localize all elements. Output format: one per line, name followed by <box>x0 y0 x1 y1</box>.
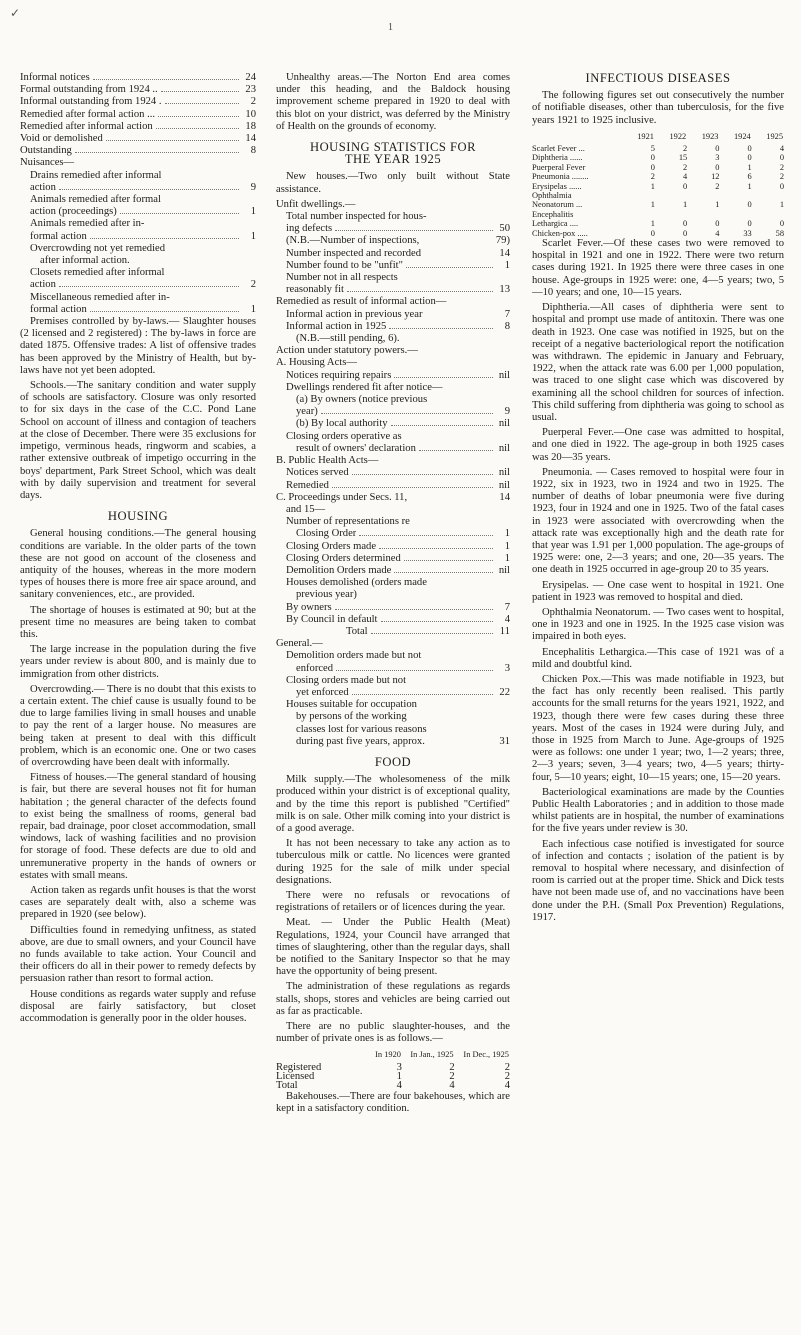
misc-item: Miscellaneous remedied after in- formal action 1 <box>30 291 256 315</box>
diphtheria-paragraph: Diphtheria.—All cases of diphtheria were sent to hospital and prompt use made of antitoxin. There was one death in 1923. One case was notified in 1925, but on the receipt of a negative bacteriological report the notification was withdrawn. The epidemic in January and February, 1922, when the attack rate was 6.00 per 1,000 population, was traced to one slight case which was discovered by examining all the school children for sources of infection. This child suffering from diphtheria was going to school as usual. <box>532 302 784 423</box>
table-row: Pneumonia ........ 2 4 12 6 2 <box>532 172 784 182</box>
table-header: 1922 <box>669 131 687 141</box>
housing-paragraph: Fitness of houses.—The general standard of housing is fair, but there are several houses not fit for human habitation ; the general character of the defects found to exist being the smallness of rooms, general bad repair, bad drainage, poor closet accommodation, small windows, lack of washing facilities and no provision for storage of food. These defects are due to old and unremunerative property in the hands of owners or estates with small means. <box>20 772 256 881</box>
table-row: Total 4 4 4 <box>276 1080 510 1092</box>
housing-paragraph: General housing conditions.—The general housing conditions are variable. In the older parts of the town these are not good on account of the closeness and antiquity of the houses, whereas in the more modern types of houses there is more free air space around, and sanitary conveniences, etc., are provided. <box>20 528 256 601</box>
ophthalmia-paragraph: Ophthalmia Neonatorum. — Two cases went to hospital, one in 1923 and one in 1925. In the 1925 case vision was impaired in both eyes. <box>532 606 784 643</box>
table-row: Registered 3 2 2 <box>276 1061 510 1073</box>
housing-paragraph: House conditions as regards water supply and refuse disposal are fairly satisfactory, but closet accommodation is generally poor in the older houses. <box>20 988 256 1025</box>
table-header: 1924 <box>733 131 751 141</box>
table-row: Encephalitis <box>532 209 574 219</box>
disease-table <box>532 130 784 238</box>
list-item: Outstanding 8 <box>20 145 256 157</box>
table-row: Scarlet Fever ... 5 2 0 0 4 <box>532 144 784 154</box>
informal-block: Informal action in previous year 7 Informal action in 1925 8 (N.B.—still pending, 6). <box>286 308 510 345</box>
milk-paragraph: Milk supply.—The wholesomeness of the milk produced within your district is of exceptional quality, and by the time this report is published "Certified" milk is on sale. Other milk coming into your district is of a good average. <box>276 774 510 834</box>
list-item: Informal outstanding from 1924 . 2 <box>20 96 256 108</box>
list-item: Remedied after informal action 18 <box>20 120 256 132</box>
pneumonia-paragraph: Pneumonia. — Cases removed to hospital were four in 1922, six in 1923, two in 1924 and two in 1925. The number of deaths of lobar pneumonia were five during 1923, four in 1924 and one in 1925. Two of the fatal cases in 1923 were associated with overcrowding when the attack rate was exceptionally high and the death rate for that year was 1.91 per 1,000 population. The age-groups of 1925 were: one, 2—3 years; and one, 20—35 years. The one death in 1925 occurred in age-group 20 to 35 years. <box>532 466 784 576</box>
food-heading: FOOD <box>374 754 412 769</box>
housing-paragraph: The large increase in the population during the five years under review is about 800, and is mainly due to immigration from other districts. <box>20 644 256 680</box>
proceedings-heading: C. Proceedings under Secs. 11, 14 and 15— <box>276 491 510 515</box>
table-header: In Dec., 1925 <box>463 1050 509 1060</box>
general-block: Demolition orders made but not enforced 3 Closing orders made but not yet enforced 22 Houses suitable for occupation by persons of the working classes lost for various reasons during past five years, approx. 31 <box>286 650 510 747</box>
new-houses-paragraph: New houses.—Two only built without State assistance. <box>276 171 510 195</box>
page-marks <box>0 0 801 60</box>
stats-heading: HOUSING STATISTICS FOR <box>309 140 477 155</box>
housing-acts-heading: A. Housing Acts— <box>276 357 357 369</box>
column-left <box>20 72 256 1028</box>
unhealthy-paragraph: Unhealthy areas.—The Norton End area comes under this heading, and the Baldock housing improvement scheme prepared in 1920 to deal with this blot on your district, was deferred by the Ministry of Health on the grounds of economy. <box>276 72 510 132</box>
table-header: In Jan., 1925 <box>410 1050 454 1060</box>
public-health-block: Notices served nil Remedied nil <box>286 467 510 491</box>
column-middle <box>276 72 510 1118</box>
admin-paragraph: The administration of these regulations as regards stalls, shops, stores and vehicles are being carried out as far as practicable. <box>276 981 510 1017</box>
statutory-heading: Action under statutory powers.— <box>276 345 418 357</box>
public-health-heading: B. Public Health Acts— <box>276 455 379 467</box>
puerperal-paragraph: Puerperal Fever.—One case was admitted to hospital, and one died in 1922. The age-group in both 1925 cases was 20—35 years. <box>532 427 784 463</box>
premises-paragraph: Premises controlled by by-laws.— Slaughter houses (2 licensed and 2 registered) : The by-laws in force are dated 1875. Offensive trades: A list of offensive trades has been approved by the Ministry of Health, but by-laws have not yet been adopted. <box>20 316 256 376</box>
animals-formal-item: Animals remedied after formal action (proceedings) 1 <box>30 194 256 218</box>
tb-paragraph: It has not been necessary to take any action as to tuberculous milk or cattle. No licences were granted during 1925 for the sale of milk under special designations. <box>276 838 510 886</box>
intro-paragraph: The following figures set out consecutively the number of notifiable diseases, other than tuberculosis, for the five years 1921 to 1925 inclusive. <box>532 90 784 126</box>
table-row: Puerperal Fever 0 2 0 1 2 <box>532 162 784 172</box>
closets-item: Closets remedied after informal action 2 <box>30 267 256 291</box>
notices-list <box>20 72 256 157</box>
tick-mark: ✓ <box>10 6 21 20</box>
housing-paragraph: Overcrowding.— There is no doubt that this exists to a certain extent. The chief cause is usually found to be due to large families living in small houses and unable to pay the rent of a larger house. No measures are being taken at present to deal with this difficult problem, which is an economic one. One or two cases of overcrowding have been dealt with informally. <box>20 683 256 768</box>
nuisances-heading: Nuisances— <box>20 157 75 169</box>
encephalitis-paragraph: Encephalitis Lethargica.—This case of 1921 was of a mild and doubtful kind. <box>532 646 784 670</box>
list-item: Void or demolished 14 <box>20 133 256 145</box>
meat-paragraph: Meat. — Under the Public Health (Meat) Regulations, 1924, your Council have arranged that times of slaughtering, other than the regular days, shall be notified to the Sanitary Inspector so that he may have the opportunity of being present. <box>276 917 510 978</box>
housing-paragraph: Action taken as regards unfit houses is that the worst cases are separately dealt with, also a scheme was prepared in 1920 (see below). <box>20 885 256 921</box>
remedied-heading: Remedied as result of informal action— <box>276 296 447 308</box>
table-row: Licensed 1 2 2 <box>276 1071 510 1083</box>
general-heading: General.— <box>276 638 323 650</box>
table-row: Lethargica .... 1 0 0 0 0 <box>532 219 784 229</box>
infectious-heading: INFECTIOUS DISEASES <box>585 71 731 85</box>
refusals-paragraph: There were no refusals or revocations of registrations of retailers or of licences during the year. <box>276 890 510 914</box>
housing-acts-block: Notices requiring repairs nil Dwellings rendered fit after notice— (a) By owners (notice previous year) 9 (b) By local authority nil Closing orders operative as result of owners' declaration nil <box>286 369 510 454</box>
table-header: 1925 <box>766 131 783 141</box>
investigation-paragraph: Each infectious case notified is investigated for source of infection and contacts ; isolation of the patient is by removal to hospital where necessary, and disinfection of room is carried out at the proper time. Shick and Dick tests have not been made use of, and no vaccinations have been done under the P.H. (Small Pox Prevention) Regulations, 1917. <box>532 838 784 923</box>
erysipelas-paragraph: Erysipelas. — One case went to hospital in 1921. One patient in 1923 was removed to hospital and died. <box>532 579 784 603</box>
animals-informal-item: Animals remedied after in- formal action 1 <box>30 218 256 242</box>
list-item: Informal notices 24 <box>20 72 256 83</box>
table-header: 1923 <box>701 131 719 141</box>
table-header: 1921 <box>637 131 654 141</box>
table-row: Diphtheria ...... 0 15 3 0 0 <box>532 153 784 163</box>
housing-paragraph: Difficulties found in remedying unfitness, as stated above, are due to small owners, and your Council have no funds available to take action. Your Council and their officers do all in their power to remedy defects by persuasion rather than resort to formal action. <box>20 924 256 985</box>
table-row: Ophthalmia <box>532 191 572 201</box>
table-row: Neonatorum ... 1 1 1 0 1 <box>532 200 784 210</box>
stats-heading-year: THE YEAR 1925 <box>344 152 442 167</box>
chicken-pox-paragraph: Chicken Pox.—This was made notifiable in 1923, but the fact has only recently been realised. This partly accounts for the small returns for the years 1921, 1922, and 1923, though there were few cases during these three years. Most of the cases in 1924 were during July, and those in 1925 from March to June. Age-groups of 1925 were as follows: one under 1 year; two, 1—2 years; three, 2—3 years; seven, 3—4 years; two, 4—5 years; thirty-four, 5—10 years; eight, 10—15 years; one, 15—20 years. <box>532 673 784 783</box>
table-row: Chicken-pox ..... 0 0 4 33 58 <box>532 228 784 238</box>
overcrowding-item: Overcrowding not yet remedied after informal action. <box>30 242 166 267</box>
housing-paragraph: The shortage of houses is estimated at 90; but at the present time no measures are being taken to combat this. <box>20 604 256 640</box>
list-item: Remedied after formal action ... 10 <box>20 108 256 120</box>
bacteriological-paragraph: Bacteriological examinations are made by the Counties Public Health Laboratories ; and in addition to those made whilst patients are in hospital, the number of examinations for the five years under review is 30. <box>532 786 784 835</box>
table-header: In 1920 <box>375 1050 401 1060</box>
slaughter-paragraph: There are no public slaughter-houses, and the number of private ones is as follows.— <box>276 1021 510 1045</box>
stats-block: Total number inspected for hous- ing defects 50 (N.B.—Number of inspections, 79) Number inspected and recorded 14 Number found to be "unfit" 1 Number not in all respects reasonably fit 13 <box>286 211 510 296</box>
slaughterhouse-table <box>276 1048 510 1090</box>
table-row: Erysipelas ...... 1 0 2 1 0 <box>532 181 784 191</box>
scarlet-paragraph: Scarlet Fever.—Of these cases two were removed to hospital in 1921 and one in 1922. There were two return cases during 1921. In 1925 there were three cases in one house. Age-groups in 1925 were: one, 4—5 years; two, 5—10 years; and one, 10—15 years. <box>532 238 784 298</box>
unfit-heading: Unfit dwellings.— <box>276 198 356 210</box>
proceedings-block: Number of representations re Closing Order 1 Closing Orders made 1 Closing Orders determined 1 Demolition Orders made nil Houses demolished (orders made previous year) By owners 7 By Council in default 4 Total 11 <box>286 516 510 637</box>
housing-heading: HOUSING <box>107 509 169 524</box>
bakehouses-paragraph: Bakehouses.—There are four bakehouses, which are kept in a satisfactory condition. <box>276 1090 510 1115</box>
schools-paragraph: Schools.—The sanitary condition and water supply of schools are satisfactory. Closure was only resorted to for six days in the case of the C.C. Pond Lane School on account of illness and contagion of teachers at the close of December. There were 35 exclusions for impetigo, verminous heads, ringworm and scabies, a rather extensive outbreak of impetigo occurring in the boys' department, Park Street School, which was dealt with by daily supervision and treatment for several days. <box>20 380 256 501</box>
list-item: Formal outstanding from 1924 .. 23 <box>20 84 256 96</box>
column-right <box>532 72 784 927</box>
drains-item: Drains remedied after informal action 9 <box>30 169 256 193</box>
page-number: 1 <box>388 22 393 33</box>
